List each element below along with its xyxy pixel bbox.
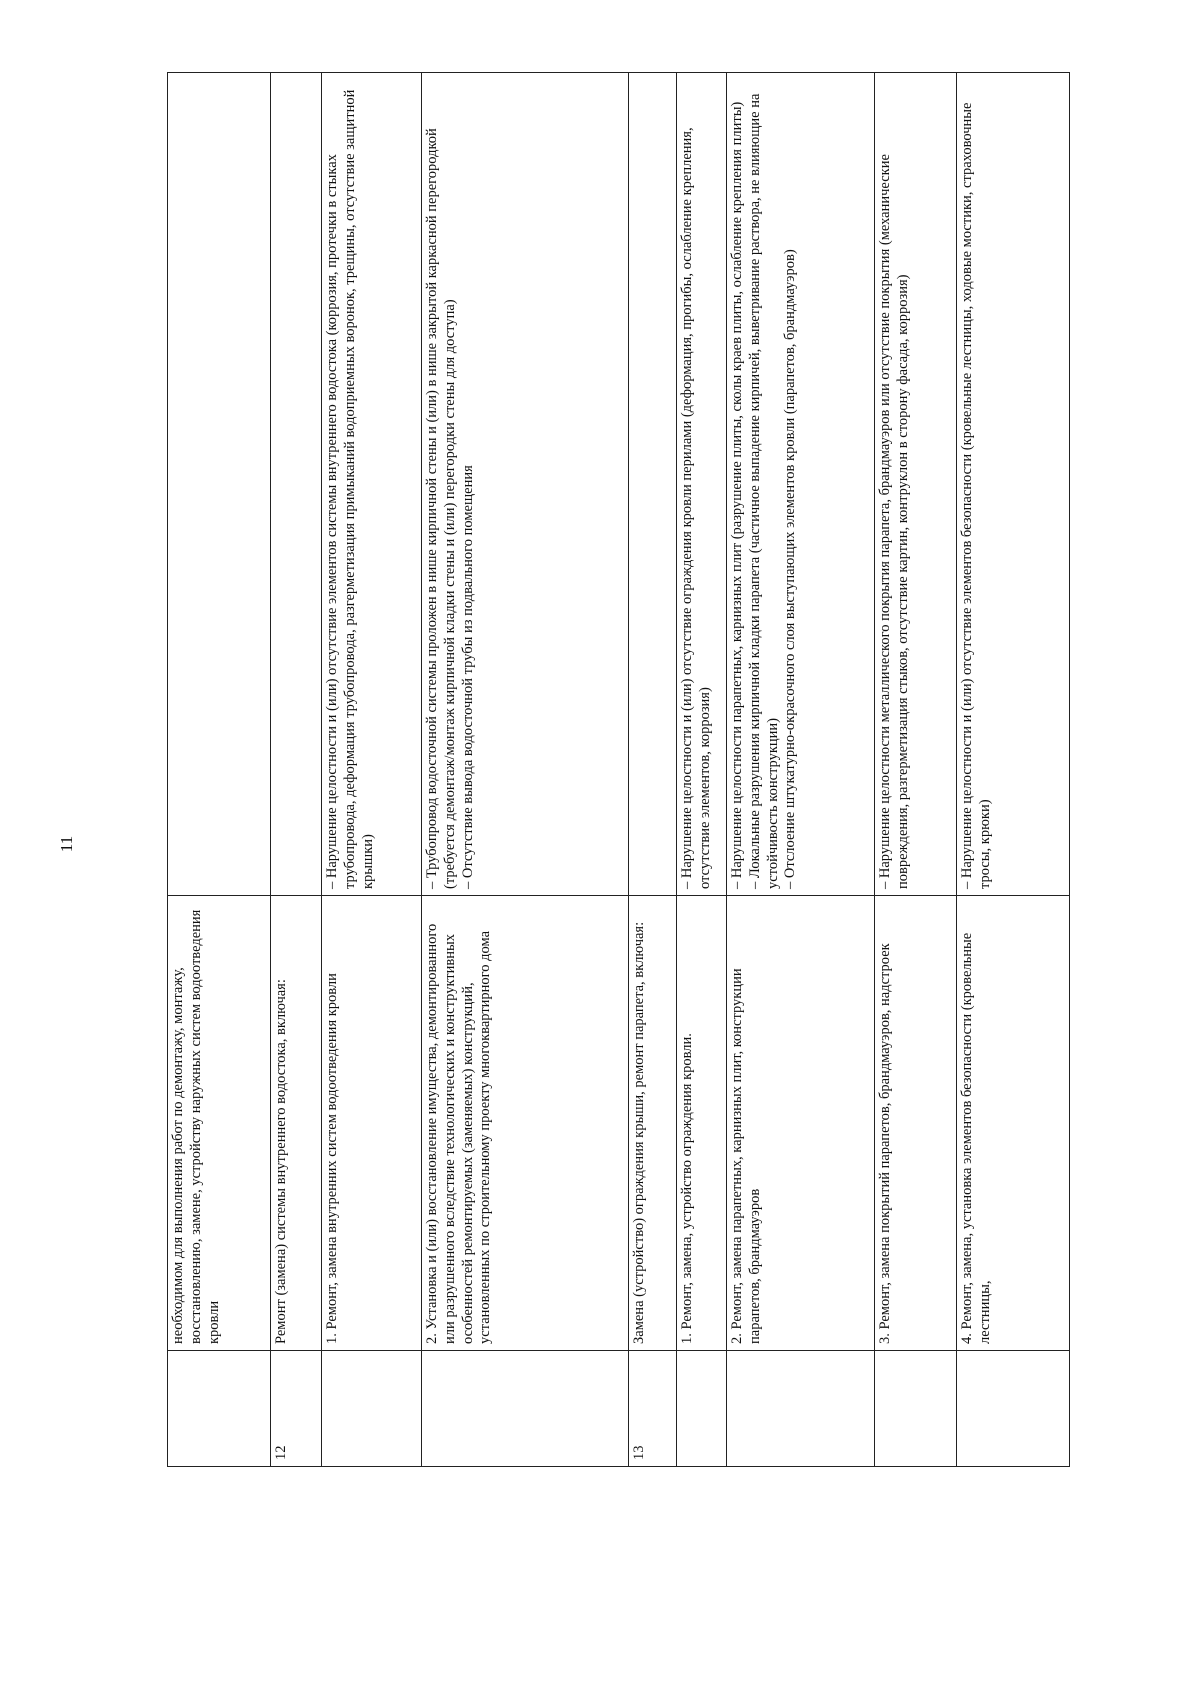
table-row — [271, 73, 322, 1467]
row-number — [727, 1351, 875, 1467]
works-table — [167, 72, 1070, 1467]
work-cell: Замена (устройство) ограждения крыши, ремонт парапета, включая: — [629, 896, 677, 1351]
works-table-wrapper — [167, 73, 1069, 1467]
table-row — [875, 73, 957, 1467]
work-cell: 4. Ремонт, замена, установка элементов безопасности (кровельные лестницы, — [957, 896, 1070, 1351]
row-number — [875, 1351, 957, 1467]
row-number: 13 — [629, 1351, 677, 1467]
defects-cell — [271, 73, 322, 896]
defects-cell: – Нарушение целостности металлического покрытия парапета, брандмауэров или отсутствие покрытия (механические повреждения, разгерметизация стыков, отсутствие картин, контруклон в сторону фасада, коррозия) — [875, 73, 957, 896]
work-cell: 1. Ремонт, замена, устройство ограждения кровли. — [677, 896, 727, 1351]
table-row — [629, 73, 677, 1467]
page-number: 11 — [57, 835, 76, 853]
table-row — [677, 73, 727, 1467]
row-number — [168, 1351, 271, 1467]
defects-cell: – Нарушение целостности и (или) отсутствие элементов системы внутреннего водостока (коррозия, протечки в стыках трубопровода, деформация трубопровода, разгерметизация примыканий водоприемных воронок, трещины, отсутствие защитной крышки) — [322, 73, 422, 896]
row-number: 12 — [271, 1351, 322, 1467]
row-number — [322, 1351, 422, 1467]
table-row — [422, 73, 629, 1467]
defects-cell — [727, 73, 875, 896]
work-cell: 2. Ремонт, замена парапетных, карнизных плит, конструкции парапетов, брандмауэров — [727, 896, 875, 1351]
defect-line: – Трубопровод водосточной системы проложен в нише кирпичной стены и (или) в нише закрытой каркасной перегородкой (требуется демонтаж/монтаж кирпичной кладки стены и (или) перегородки стены для доступа) — [424, 128, 458, 889]
defects-cell — [422, 73, 629, 896]
defects-cell — [629, 73, 677, 896]
defects-cell: – Нарушение целостности и (или) отсутствие ограждения кровли перилами (деформация, прогибы, ослабление крепления, отсутствие элементов, коррозия) — [677, 73, 727, 896]
row-number — [677, 1351, 727, 1467]
work-cell: 3. Ремонт, замена покрытий парапетов, брандмауэров, надстроек — [875, 896, 957, 1351]
table-row — [957, 73, 1070, 1467]
defect-line: – Отсутствие вывода водосточной трубы из подвального помещения — [459, 465, 476, 889]
defects-cell: – Нарушение целостности и (или) отсутствие элементов безопасности (кровельные лестницы, ходовые мостики, страховочные тросы, крюки) — [957, 73, 1070, 896]
work-cell: необходимом для выполнения работ по демонтажу, монтажу, восстановлению, замене, устройству наружных систем водоотведения кровли — [168, 896, 271, 1351]
work-cell: 2. Установка и (или) восстановление имущества, демонтированного или разрушенного вследствие технологических и конструктивных особенностей ремонтируемых (заменяемых) конструкций, установленных по строительному проекту многоквартирного дома — [422, 896, 629, 1351]
table-row — [727, 73, 875, 1467]
row-number — [957, 1351, 1070, 1467]
row-number — [422, 1351, 629, 1467]
defect-line: – Локальные разрушения кирпичной кладки парапета (частичное выпадение кирпичей, выветривание раствора, не влияющие на устойчивость конструкции) — [746, 93, 781, 889]
table-row — [322, 73, 422, 1467]
defects-cell — [168, 73, 271, 896]
table-row — [168, 73, 271, 1467]
work-cell: 1. Ремонт, замена внутренних систем водоотведения кровли — [322, 896, 422, 1351]
defect-line: – Отслоение штукатурно-окрасочного слоя выступающих элементов кровли (парапетов, брандмауэров) — [782, 249, 799, 889]
work-cell: Ремонт (замена) системы внутреннего водостока, включая: — [271, 896, 322, 1351]
defect-line: – Нарушение целостности парапетных, карнизных плит (разрушение плиты, сколы краев плиты, ослабление крепления плиты) — [729, 101, 745, 889]
